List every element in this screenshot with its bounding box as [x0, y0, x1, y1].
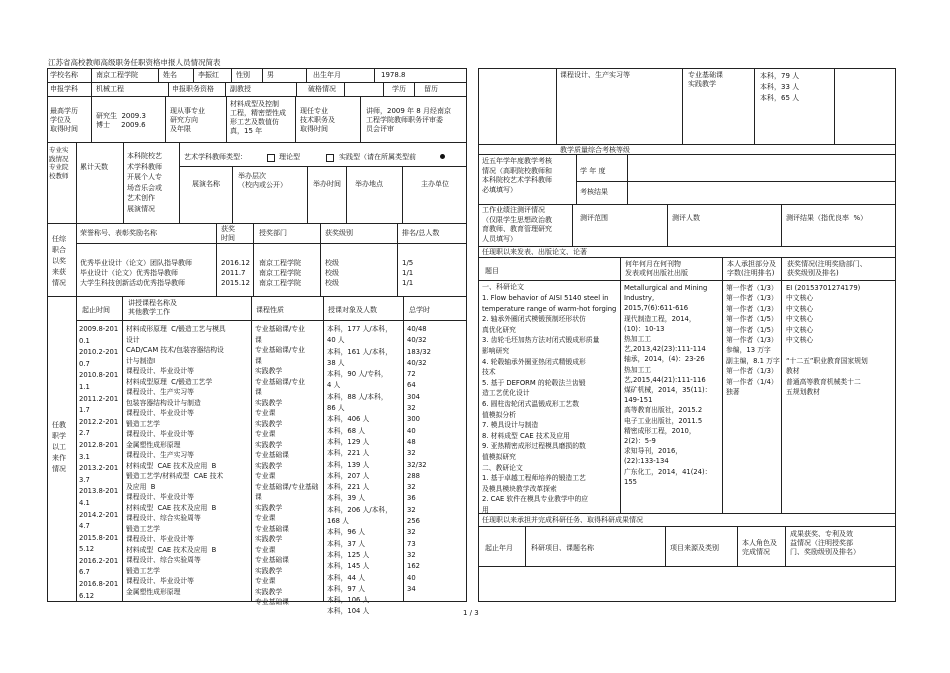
- birth-value: 1978.8: [381, 71, 406, 79]
- research-col-period: 起止年月: [485, 544, 513, 552]
- subject-value: 机械工程: [96, 85, 124, 93]
- awards-col-level: 获奖级别: [325, 229, 353, 237]
- practice-label: 实践型（请在所属类型前: [339, 153, 416, 161]
- col-show-host: 主办单位: [421, 180, 449, 188]
- eval-people: 测评人数: [672, 214, 700, 222]
- research-col-award: 成果获奖、专利及效 益情况（注明授奖部 门、奖励级别及排名）: [790, 530, 860, 556]
- research-col-role: 本人角色及 完成情况: [742, 539, 777, 556]
- papers-col-journal: 何年何月在何刊物 发表或何出版社出版: [625, 260, 688, 277]
- research-header: 任现职以来承担并完成科研任务、取得科研成果情况: [482, 516, 643, 524]
- edu-label: 学历: [392, 85, 406, 93]
- research-col-name: 科研项目、课题名称: [531, 544, 594, 552]
- teaching-col-period: 起止时间: [82, 306, 110, 314]
- exempt-label: 破格情况: [308, 85, 336, 93]
- current-title-label: 现任专业 技术职务及 取得时间: [300, 107, 335, 133]
- name-label: 姓名: [163, 71, 177, 79]
- quality-result-label: 考核结果: [580, 188, 608, 196]
- papers-journals: Metallurgical and Mining Industry, 2015,7(6):611-616 现代制造工程，2014， (10)：10-13 热加工工 艺,2013,42(23):111-114 轴承，2014，(4)：23-26 热加工工 艺,2015,44(21):111-116 煤矿机械，2014，35(11)： 149-151 高等教育出版社，2015.2 电子工业出版社，2011.5 精密成形工程，2010， 2(2)：5-9 求知导刊，2016， (22):133-134 广东化工，2014，41(24)： 155: [624, 284, 712, 486]
- teaching-side-label: 任教 职学 以工 来作 情况: [52, 421, 66, 473]
- current-title-value: 讲师，2009 年 8 月经南京 工程学院教师职务评审委 员会评审: [366, 107, 451, 133]
- quality-year-label: 学 年 度: [580, 167, 606, 175]
- awards-side-label: 任综 职合 以奖 来获 情况: [52, 235, 66, 287]
- cont-nature: 专业基础课 实践教学: [688, 71, 723, 88]
- awards-times: 2016.12 2011.7 2015.12: [221, 259, 250, 287]
- degree-label: 最高学历 学位及 取得时间: [50, 107, 78, 133]
- gender-value: 男: [267, 71, 274, 79]
- col-show-place: 举办地点: [355, 180, 383, 188]
- col-show-name: 展演名称: [192, 180, 220, 188]
- cont-counts: 本科，79 人 本科，33 人 本科，65 人: [760, 72, 800, 102]
- awards-ranks: 1/5 1/1 1/1: [402, 259, 414, 287]
- teaching-col-course: 讲授课程名称及 其他教学工作: [128, 299, 177, 316]
- teaching-courses: 材料成形原理 C/锻造工艺与模具 设计 CAD/CAM 技术/包装容器结构设 计与制造Ⅰ 课程设计、毕业设计等 材料成型原理 C/锻造工艺学 课程设计、生产实习等 包装容器结构设计与制造 课程设计、毕业设计等 锻造工艺学 课程设计、毕业设计等 金属塑性成形原理 课程设计、生产实习等 材料成型 CAE 技术及应用 B 锻造工艺学/材料成型 CAE 技术 及应用 B 课程设计、毕业设计等 材料成型 CAE 技术及应用 B 课程设计、综合实验周等 锻造工艺学 课程设计、毕业设计等 材料成型 CAE 技术及应用 B 课程设计、综合实验周等 锻造工艺学 课程设计、毕业设计等 金属塑性成形原理: [126, 325, 226, 596]
- practice-checkbox[interactable]: [326, 154, 334, 162]
- awards-names: 优秀毕业设计（论文）团队指导教师 毕业设计（论文）优秀指导教师 大学生科技创新活动优秀指导教师: [80, 259, 192, 287]
- subject-label: 申报学科: [50, 85, 78, 93]
- eval-label: 工作业绩注测评情况 （仅限学生思想政治教 育教师、教育管理研究 人员填写）: [482, 206, 552, 243]
- awards-col-name: 荣誉称号、表彰奖励名称: [80, 229, 157, 237]
- art-type-label: 艺术学科教师类型：: [184, 153, 247, 161]
- practice-side-label: 专业实践情况 专业院校教师: [49, 146, 69, 180]
- degree-value: 研究生 2009.3 博士 2009.6: [96, 112, 146, 129]
- quality-header: 教学质量综合考核等级: [560, 146, 630, 154]
- awards-levels: 校级 校级 校级: [325, 259, 339, 287]
- major-label: 现从事专业 研究方向 及年限: [170, 107, 205, 133]
- awards-col-rank: 排名/总人数: [402, 229, 440, 237]
- papers-col-award: 获奖情况(注明奖励部门、 获奖级别及排名): [787, 260, 867, 277]
- edu-value: 留历: [424, 85, 438, 93]
- theory-label: 理论型: [279, 153, 300, 161]
- papers-section1: 一、科研论文: [482, 283, 524, 291]
- awards-col-time: 获奖 时间: [221, 225, 235, 242]
- major-value: 材料成型及控制 工程，精密塑性成 形工艺及数值仿 真，15 年: [230, 100, 286, 135]
- cont-course: 课程设计、生产实习等: [560, 71, 630, 79]
- page-footer: 1 / 3: [463, 609, 479, 617]
- name-value: 李振红: [198, 71, 219, 79]
- papers-col-title: 题目: [485, 267, 499, 275]
- school-label: 学校名称: [50, 71, 78, 79]
- teaching-col-hours: 总学时: [409, 306, 430, 314]
- awards-col-dept: 授奖部门: [259, 229, 287, 237]
- teaching-hours: 40/48 40/32 183/32 40/32 72 64 304 32 300 40 48 32 32/32 288 32 36 32 256 32 73 32 162 40 34: [407, 325, 431, 593]
- school-value: 南京工程学院: [96, 71, 138, 79]
- papers-col-role: 本人承担部分及 字数(注明排名): [727, 260, 776, 277]
- quality-cond-label: 近五年学年度教学考核 情况（高职院校教师和 本科院校艺术学科教师 必填填写）: [482, 157, 552, 194]
- eval-result: 测评结果（指优良率 %）: [786, 214, 868, 222]
- papers-items: 1. Flow behavior of AISI 5140 steel in temperature range of warm-hot forging 2. 轴承外圈闭式模锻预制坯形状仿 真优化研究 3. 齿轮毛坯加热方法对闭式锻成形质量 影响研究 4. 轮毂轴承外圈亚热闭式精锻成形 技术 5. 基于 DEFORM 的轮毂法兰齿锻 造工艺优化设计 6. 圆柱齿轮闭式温锻成形工艺数 值模拟分析 7. 模具设计与制造 8. 材料成型 CAE 技术及应用 9. 亚热精密成形过程模具磨损的数 值模拟研究 二、教研论文 1. 基于卓越工程师培养的锻造工艺 及模具模块教学改革探索 2. CAE 软件在模具专业教学中的应 用: [482, 294, 617, 514]
- selected-mark-icon: [440, 154, 445, 159]
- research-col-source: 项目来源及类别: [670, 544, 719, 552]
- position-label: 申报职务资格: [172, 85, 214, 93]
- papers-awards: EI (20153701274179) 中文核心 中文核心 中文核心 中文核心 中文核心 “十二五”职业教育国家规划 教材 普通高等教育机械类十二 五规划教材: [786, 284, 868, 397]
- teaching-natures: 专业基础课/专业 课 专业基础课/专业 课 实践教学 专业基础课/专业 课 实践教学 专业课 实践教学 专业课 实践教学 专业基础课 实践教学 专业课 专业基础课/专业基础 课 实践教学 专业课 专业基础课 实践教学 专业课 专业基础课 实践教学 专业课 实践教学 专业基础课: [255, 325, 319, 606]
- teaching-counts: 本科，177 人/本科， 40 人 本科，161 人/本科， 38 人 本科，90 人/专科， 4 人 本科，88 人/本科， 86 人 本科，406 人 本科，68 人 本科，129 人 本科，221 人 本科，139 人 本科，207 人 本科，221 人 本科，39 人 本科，206 人/本科， 168 人 本科，96 人 本科，37 人 本科，125 人 本科，145 人 本科，44 人 本科，97 人 本科，106 人 本科，104 人: [327, 325, 393, 616]
- page-title: 江苏省高校教师高级职务任职资格申报人员情况简表: [48, 58, 221, 67]
- col-show-level: 举办层次 （校内或公开）: [238, 172, 287, 189]
- teaching-col-count: 授课对象及人数: [328, 306, 377, 314]
- birth-label: 出生年月: [313, 71, 341, 79]
- teaching-periods: 2009.8-2010.1 2010.2-2010.7 2010.8-2011.1 2011.2-2011.7 2012.2-2012.7 2012.8-2013.1 2013.2-2013.7 2013.8-2014.1 2014.2-2014.7 2015.8-2015.12 2016.2-2016.7 2016.8-2016.12: [79, 325, 119, 600]
- theory-checkbox[interactable]: [267, 154, 275, 162]
- gender-label: 性别: [236, 71, 250, 79]
- eval-scope: 测评范围: [580, 214, 608, 222]
- awards-depts: 南京工程学院 南京工程学院 南京工程学院: [259, 259, 301, 287]
- col-show-time: 举办时间: [313, 180, 341, 188]
- days-label: 累计天数: [80, 163, 108, 171]
- position-value: 副教授: [230, 85, 251, 93]
- papers-header: 任现职以来发表、出版论文、论著: [482, 248, 587, 256]
- art-desc: 本科院校艺 术学科教师 开展个人专 场音乐会或 艺术创作 展演情况: [127, 152, 162, 213]
- papers-roles: 第一作者（1/3） 第一作者（1/3） 第一作者（1/3） 第一作者（1/5） 第一作者（1/5） 第一作者（1/3） 参编，13 万字 副主编，8.1 万字 第一作者（1/3） 第一作者（1/4） 独著: [726, 284, 780, 397]
- teaching-col-nature: 课程性质: [256, 306, 284, 314]
